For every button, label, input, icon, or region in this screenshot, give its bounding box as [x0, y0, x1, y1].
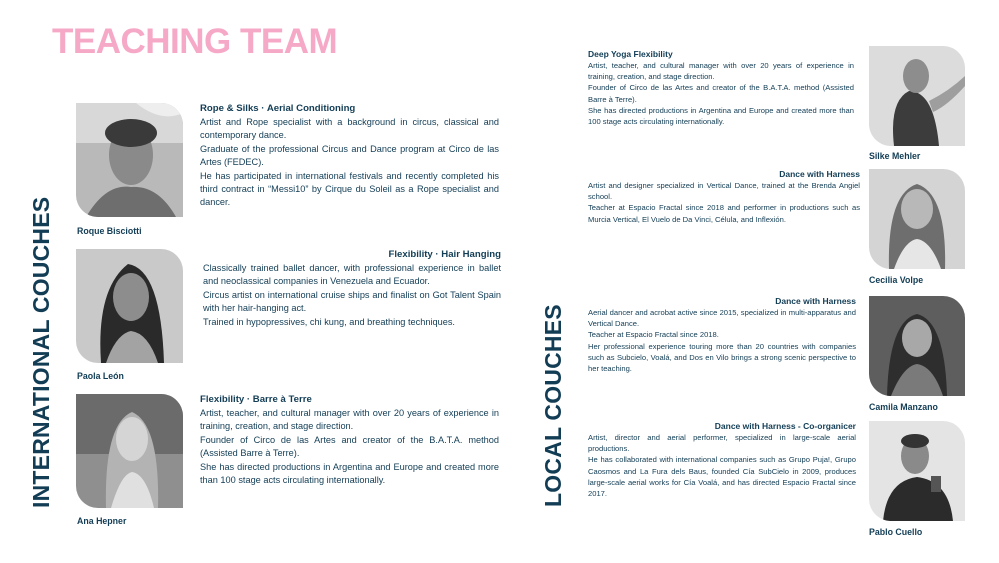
roque-bisciotti-bio: [200, 103, 499, 210]
cecilia-volpe-bio: [588, 169, 860, 225]
bio-paragraph: Artist, teacher, and cultural manager with over 20 years of experience in training, creation, and stage direction.: [200, 408, 499, 432]
bio-paragraph: Circus artist on international cruise ships and finalist on Got Talent Spain with her hair-hanging act.: [203, 289, 501, 314]
bio-paragraph: Artist and Rope specialist with a background in circus, classical and contemporary dance.: [200, 117, 499, 141]
bio-paragraph: Trained in hypopressives, chi kung, and breathing techniques.: [203, 316, 455, 327]
bio-paragraph: Founder of Circo de las Artes and creator of the B.A.T.A. method (Assisted Barre à Terre).: [588, 83, 854, 104]
paola-leon-name: Paola León: [77, 371, 124, 381]
bio-paragraph: Artist and designer specialized in Vertical Dance, trained at the Brenda Angiel school.: [588, 181, 860, 202]
cecilia-volpe-photo: [869, 169, 965, 269]
bio-paragraph: He has participated in international festivals and recently completed his third contract in “Messi10” by Cirque du Soleil as a Rope specialist and dancer.: [200, 170, 499, 208]
camila-manzano-discipline: Dance with Harness: [775, 296, 856, 306]
cecilia-volpe-discipline: Dance with Harness: [779, 169, 860, 179]
local-coaches-heading: LOCAL COUCHES: [540, 304, 566, 507]
silke-mehler-photo: [869, 46, 965, 146]
ana-hepner-photo: [76, 394, 183, 508]
international-coaches-heading: INTERNATIONAL COUCHES: [28, 196, 54, 508]
pablo-cuello-bio: [588, 421, 856, 499]
silke-mehler-discipline: Deep Yoga Flexibility: [588, 49, 673, 59]
camila-manzano-bio: [588, 296, 856, 374]
cecilia-volpe-name: Cecilia Volpe: [869, 275, 924, 285]
bio-paragraph: Her professional experience touring more than 20 countries with companies such as Subcielo, Voalá, and Dos en Vilo brings a strong scenic perspective to her teaching.: [588, 341, 856, 374]
camila-manzano-name: Camila Manzano: [869, 402, 938, 412]
pablo-cuello-photo: [869, 421, 965, 521]
paola-leon-photo: [76, 249, 183, 363]
bio-paragraph: Aerial dancer and acrobat active since 2015, specialized in multi-apparatus and Vertical Dance.: [588, 308, 856, 329]
paola-leon-bio: [203, 249, 501, 329]
bio-paragraph: He has collaborated with international companies such as Grupo Puja!, Grupo Caosmos and La Fura dels Baus, founded Cía SubCielo in 2009, produces large-scale aerial works for Cía Voalá, and has directed Espacio Fractal since 2017.: [588, 455, 856, 499]
bio-paragraph: Classically trained ballet dancer, with professional experience in ballet and neoclassical companies in Venezuela and Ecuador.: [203, 263, 501, 287]
roque-bisciotti-photo: [76, 103, 183, 217]
silke-mehler-name: Silke Mehler: [869, 151, 921, 161]
bio-paragraph: She has directed productions in Argentina and Europe and created more than 100 stage acts circulating internationally.: [200, 461, 499, 486]
camila-manzano-photo: [869, 296, 965, 396]
pablo-cuello-discipline: Dance with Harness - Co-organicer: [714, 421, 856, 431]
bio-paragraph: Teacher at Espacio Fractal since 2018.: [588, 330, 719, 340]
ana-hepner-bio: [200, 394, 499, 487]
bio-paragraph: Teacher at Espacio Fractal since 2018 and performer in productions such as Murcia Vertical, El Vuelo de Da Vinci, Célula, and Inflexión.: [588, 203, 860, 224]
silke-mehler-bio: [588, 49, 854, 127]
bio-paragraph: She has directed productions in Argentina and Europe and created more than 100 stage acts circulating internationally.: [588, 105, 854, 127]
pablo-cuello-name: Pablo Cuello: [869, 527, 923, 537]
paola-leon-discipline: Flexibility · Hair Hanging: [388, 249, 501, 260]
ana-hepner-discipline: Flexibility · Barre à Terre: [200, 394, 312, 405]
bio-paragraph: Founder of Circo de las Artes and creator of the B.A.T.A. method (Assisted Barre à Terre).: [200, 434, 499, 459]
bio-paragraph: Artist, director and aerial performer, specialized in large-scale aerial productions.: [588, 433, 856, 454]
roque-bisciotti-name: Roque Bisciotti: [77, 226, 142, 236]
roque-bisciotti-discipline: Rope & Silks · Aerial Conditioning: [200, 103, 356, 114]
bio-paragraph: Graduate of the professional Circus and Dance program at Circo de las Artes (FEDEC).: [200, 143, 499, 168]
ana-hepner-name: Ana Hepner: [77, 516, 127, 526]
page-title: TEACHING TEAM: [52, 22, 338, 61]
bio-paragraph: Artist, teacher, and cultural manager with over 20 years of experience in training, creation, and stage direction.: [588, 61, 854, 82]
